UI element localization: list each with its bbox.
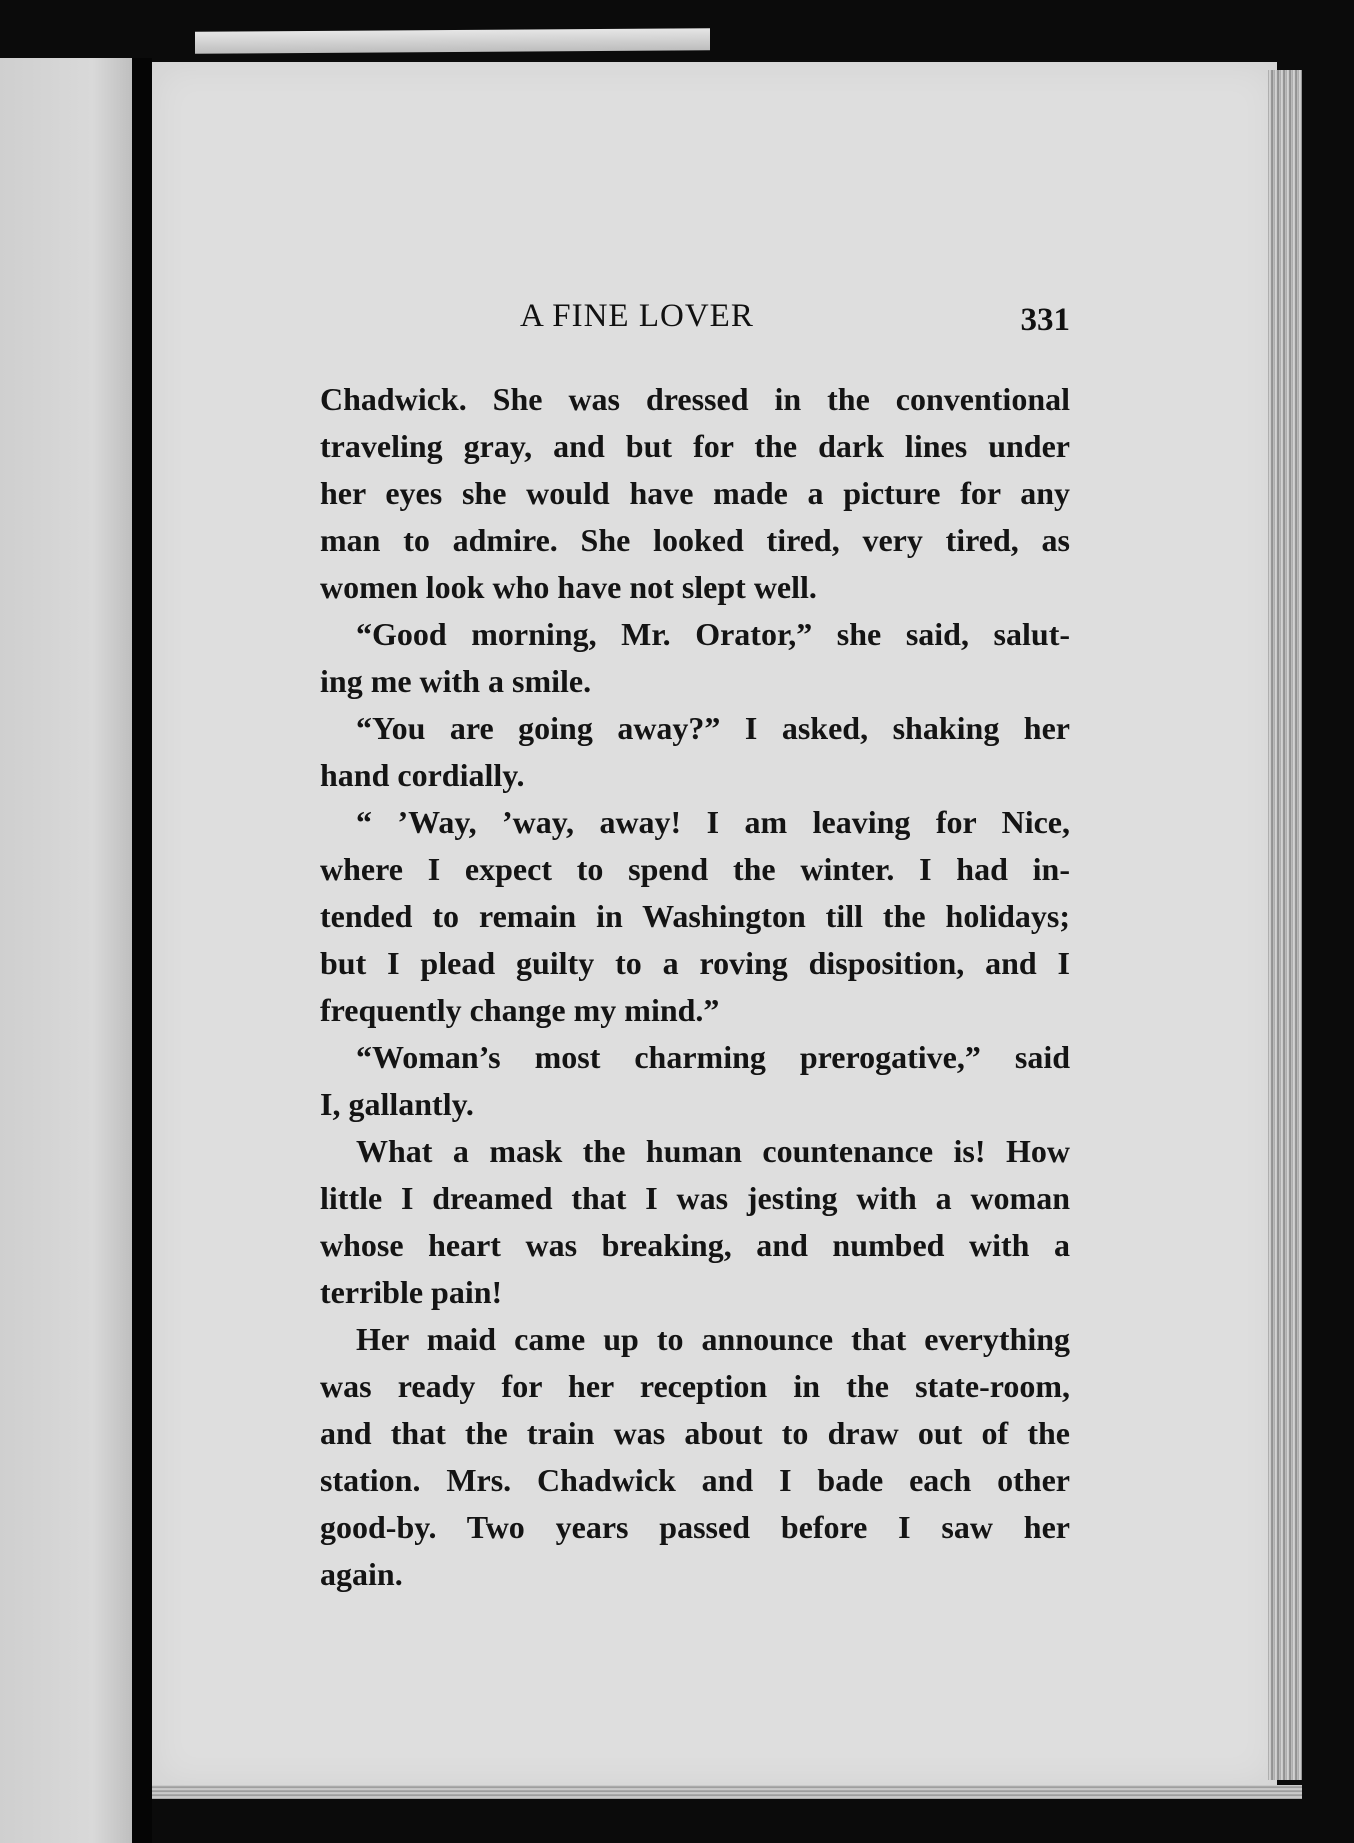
- scan-top-band: [195, 28, 710, 54]
- text-line: but I plead guilty to a roving disposition, and I: [320, 945, 1070, 981]
- text-line: “Woman’s most charming prerogative,” said: [356, 1039, 1070, 1075]
- text-line: What a mask the human countenance is! How: [356, 1133, 1070, 1169]
- text-line: frequently change my mind.”: [320, 992, 720, 1028]
- text-line: where I expect to spend the winter. I had in-: [320, 851, 1070, 887]
- text-line: Her maid came up to announce that everything: [356, 1321, 1070, 1357]
- text-line: I, gallantly.: [320, 1086, 474, 1122]
- text-line: and that the train was about to draw out of the: [320, 1415, 1070, 1451]
- text-line: women look who have not slept well.: [320, 569, 817, 605]
- text-line: ing me with a smile.: [320, 663, 592, 699]
- page-edges: [1268, 70, 1302, 1780]
- text-line: “Good morning, Mr. Orator,” she said, salut-: [356, 616, 1070, 652]
- text-line: “You are going away?” I asked, shaking her: [356, 710, 1070, 746]
- text-line: whose heart was breaking, and numbed with a: [320, 1227, 1070, 1263]
- text-line: station. Mrs. Chadwick and I bade each other: [320, 1462, 1070, 1498]
- text-line: terrible pain!: [320, 1274, 503, 1310]
- facing-page-edge: [0, 58, 132, 1843]
- page-bottom-edges: [152, 1785, 1302, 1799]
- text-line: tended to remain in Washington till the holidays;: [320, 898, 1070, 934]
- text-line: “ ’Way, ’way, away! I am leaving for Nice,: [356, 804, 1070, 840]
- page-number: 331: [1020, 302, 1070, 338]
- text-line: was ready for her reception in the state-room,: [320, 1368, 1070, 1404]
- text-line: again.: [320, 1556, 403, 1592]
- page-header: [320, 298, 1070, 338]
- text-line: traveling gray, and but for the dark lines under: [320, 428, 1070, 464]
- body-text: [320, 376, 1070, 1598]
- text-line: little I dreamed that I was jesting with a woman: [320, 1180, 1070, 1216]
- text-line: Chadwick. She was dressed in the conventional: [320, 381, 1070, 417]
- running-title: A FINE LOVER: [520, 298, 754, 334]
- text-line: man to admire. She looked tired, very tired, as: [320, 522, 1070, 558]
- book-spine: [132, 58, 152, 1843]
- text-line: her eyes she would have made a picture for any: [320, 475, 1070, 511]
- text-line: good-by. Two years passed before I saw her: [320, 1509, 1070, 1545]
- text-line: hand cordially.: [320, 757, 525, 793]
